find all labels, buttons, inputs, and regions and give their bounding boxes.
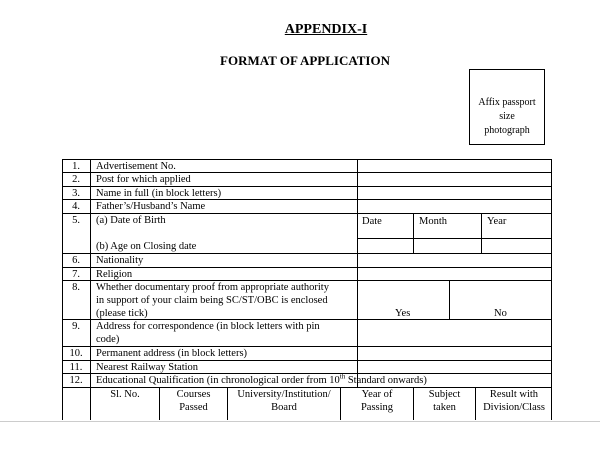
yes-option[interactable]: Yes <box>395 308 411 319</box>
full-name-label: Name in full (in block letters) <box>96 188 222 199</box>
date-of-birth-label: (a) Date of Birth <box>96 215 166 226</box>
qual-header-subject: Subject taken <box>428 389 461 413</box>
row-number: 5. <box>72 215 80 226</box>
qual-header-result: Result with Division/Class <box>483 389 545 413</box>
qual-header-courses: Courses Passed <box>176 389 211 413</box>
row-number: 8. <box>72 282 80 293</box>
row-number: 4. <box>72 201 80 212</box>
correspondence-address-label: Address for correspondence (in block letters with pin <box>96 321 320 332</box>
form-title: FORMAT OF APPLICATION <box>220 53 390 68</box>
no-option[interactable]: No <box>494 308 507 319</box>
advertisement-no-label: Advertisement No. <box>96 161 176 172</box>
table-rule <box>449 280 450 319</box>
table-rule <box>481 213 482 253</box>
photo-box-line1: Affix passport <box>478 97 536 108</box>
qual-header-year: Year of Passing <box>360 389 394 413</box>
row-number: 10. <box>69 348 83 359</box>
table-rule <box>551 159 552 420</box>
row-number: 11. <box>69 362 83 373</box>
table-rule <box>413 213 414 253</box>
page-edge-line <box>0 421 600 422</box>
photo-box-line3: photograph <box>484 125 530 136</box>
educational-qualification-label: Educational Qualification (in chronological order from 10th Standard onwards) <box>96 372 427 386</box>
photo-box-line2: size <box>499 111 515 122</box>
dob-date-header: Date <box>362 216 382 227</box>
nationality-label: Nationality <box>96 255 144 266</box>
row-number: 3. <box>72 188 80 199</box>
father-husband-name-label: Father’s/Husband’s Name <box>96 201 206 212</box>
religion-label: Religion <box>96 269 133 280</box>
passport-photo-box <box>469 69 545 145</box>
table-rule <box>357 159 358 387</box>
table-rule <box>62 267 552 268</box>
qual-header-sl-no: Sl. No. <box>110 389 140 400</box>
post-applied-label: Post for which applied <box>96 174 191 185</box>
qual-header-university: University/Institution/ Board <box>237 389 331 413</box>
permanent-address-label: Permanent address (in block letters) <box>96 348 248 359</box>
row-number: 9. <box>72 321 80 332</box>
row-number: 2. <box>72 174 80 185</box>
row-number: 7. <box>72 269 80 280</box>
sc-st-obc-proof-label: Whether documentary proof from appropriate authority <box>96 282 329 293</box>
page-bottom-gap <box>0 420 600 450</box>
please-tick-label: (please tick) <box>96 308 148 319</box>
dob-month-header: Month <box>419 216 448 227</box>
correspondence-address-label-line2: code) <box>96 334 120 345</box>
row-number: 12. <box>69 375 83 386</box>
age-closing-date-label: (b) Age on Closing date <box>96 241 197 252</box>
dob-year-header: Year <box>487 216 507 227</box>
row-number: 1. <box>72 161 80 172</box>
appendix-heading: APPENDIX-I <box>284 22 368 37</box>
nearest-railway-station-label: Nearest Railway Station <box>96 362 199 373</box>
table-rule <box>357 238 552 239</box>
sc-st-obc-proof-label-line2: in support of your claim being SC/ST/OBC is enclosed <box>96 295 328 306</box>
row-number: 6. <box>72 255 80 266</box>
